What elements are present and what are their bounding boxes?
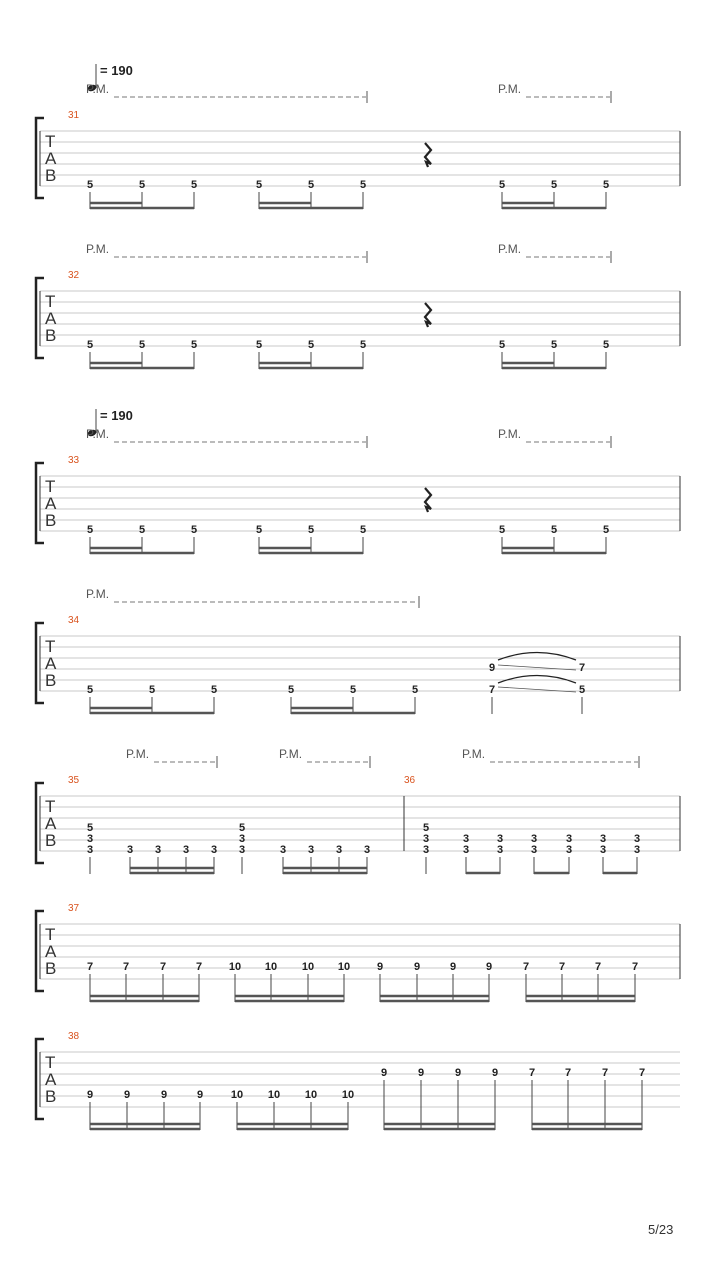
fret-number: 3 xyxy=(462,844,470,856)
palm-mute-label: P.M. xyxy=(498,427,522,441)
fret-number: 7 xyxy=(122,961,130,973)
tempo-value: = 190 xyxy=(100,63,133,78)
fret-number: 3 xyxy=(599,833,607,845)
fret-number: 3 xyxy=(633,833,641,845)
fret-number: 5 xyxy=(411,684,419,696)
measure-number: 32 xyxy=(68,270,80,281)
fret-number: 9 xyxy=(485,961,493,973)
staff-lines xyxy=(40,291,680,346)
notes xyxy=(87,339,609,351)
fret-number: 9 xyxy=(454,1067,462,1079)
fret-number: 5 xyxy=(307,179,315,191)
fret-number: 9 xyxy=(376,961,384,973)
system-34 xyxy=(36,587,680,714)
measure-number: 34 xyxy=(68,615,80,626)
measure-number: 31 xyxy=(68,110,80,121)
fret-number: 5 xyxy=(498,524,506,536)
fret-number: 5 xyxy=(255,524,263,536)
notes xyxy=(87,961,638,973)
fret-number: 5 xyxy=(359,524,367,536)
system-38 xyxy=(36,1031,680,1130)
fret-number: 7 xyxy=(86,961,94,973)
fret-number: 5 xyxy=(498,339,506,351)
fret-number: 3 xyxy=(422,844,430,856)
fret-number: 10 xyxy=(230,1089,244,1101)
score-text: B xyxy=(45,1087,57,1106)
fret-number: 3 xyxy=(530,833,538,845)
score-text: B xyxy=(45,959,57,978)
quarter-rest-icon xyxy=(425,488,431,512)
fret-number: 5 xyxy=(86,524,94,536)
staff-lines xyxy=(40,796,680,851)
fret-number: 3 xyxy=(307,844,315,856)
score-text: A xyxy=(45,814,57,833)
beams xyxy=(90,192,606,209)
system-37 xyxy=(36,903,680,1002)
palm-mute-label: P.M. xyxy=(86,242,110,256)
fret-number: 5 xyxy=(359,179,367,191)
fret-number: 3 xyxy=(496,833,504,845)
fret-number: 5 xyxy=(602,339,610,351)
measure-number: 36 xyxy=(404,775,416,786)
score-text: T xyxy=(45,925,56,944)
system-32 xyxy=(36,242,680,369)
fret-number: 5 xyxy=(255,339,263,351)
fret-number: 3 xyxy=(565,844,573,856)
score-text: B xyxy=(45,511,57,530)
beams xyxy=(90,352,606,369)
fret-number: 3 xyxy=(599,844,607,856)
score-text: A xyxy=(45,494,57,513)
fret-number: 7 xyxy=(578,662,586,674)
fret-number: 3 xyxy=(238,844,246,856)
fret-number: 9 xyxy=(417,1067,425,1079)
fret-number: 5 xyxy=(190,179,198,191)
fret-number: 3 xyxy=(565,833,573,845)
fret-number: 3 xyxy=(633,844,641,856)
fret-number: 3 xyxy=(530,844,538,856)
beams xyxy=(90,697,582,714)
tab-clef-a: A xyxy=(45,149,57,168)
fret-number: 5 xyxy=(238,822,246,834)
fret-number: 5 xyxy=(138,524,146,536)
fret-number: 5 xyxy=(307,524,315,536)
fret-number: 7 xyxy=(159,961,167,973)
fret-number: 7 xyxy=(594,961,602,973)
fret-number: 7 xyxy=(488,684,496,696)
fret-number: 3 xyxy=(422,833,430,845)
quarter-rest-icon xyxy=(425,303,431,327)
staff-lines xyxy=(40,924,680,979)
palm-mute-label: P.M. xyxy=(498,242,522,256)
fret-number: 10 xyxy=(228,961,242,973)
staff-lines xyxy=(40,1052,680,1107)
fret-number: 7 xyxy=(638,1067,646,1079)
fret-number: 10 xyxy=(337,961,351,973)
fret-number: 10 xyxy=(301,961,315,973)
quarter-rest-icon xyxy=(425,143,431,167)
fret-number: 7 xyxy=(601,1067,609,1079)
score-text: B xyxy=(45,671,57,690)
fret-number: 7 xyxy=(522,961,530,973)
system-33 xyxy=(36,408,680,554)
fret-number: 9 xyxy=(491,1067,499,1079)
fret-number: 5 xyxy=(349,684,357,696)
fret-number: 9 xyxy=(413,961,421,973)
fret-number: 9 xyxy=(123,1089,131,1101)
beams xyxy=(90,974,635,1002)
fret-number: 5 xyxy=(359,339,367,351)
staff-lines xyxy=(40,131,680,186)
fret-number: 9 xyxy=(380,1067,388,1079)
fret-number: 9 xyxy=(449,961,457,973)
staff-lines xyxy=(40,476,680,531)
fret-number: 5 xyxy=(498,179,506,191)
fret-number: 3 xyxy=(462,833,470,845)
fret-number: 5 xyxy=(86,684,94,696)
palm-mute-label: P.M. xyxy=(86,82,110,96)
fret-number: 7 xyxy=(558,961,566,973)
palm-mute-label: P.M. xyxy=(86,427,110,441)
fret-number: 3 xyxy=(363,844,371,856)
fret-number: 9 xyxy=(488,662,496,674)
fret-number: 5 xyxy=(190,524,198,536)
fret-number: 3 xyxy=(86,833,94,845)
fret-number: 5 xyxy=(422,822,430,834)
fret-number: 9 xyxy=(196,1089,204,1101)
fret-number: 3 xyxy=(154,844,162,856)
fret-number: 3 xyxy=(238,833,246,845)
fret-number: 5 xyxy=(602,524,610,536)
fret-number: 9 xyxy=(160,1089,168,1101)
palm-mute-label: P.M. xyxy=(86,587,110,601)
measure-number: 35 xyxy=(68,775,80,786)
fret-number: 5 xyxy=(86,822,94,834)
fret-number: 10 xyxy=(264,961,278,973)
fret-number: 3 xyxy=(335,844,343,856)
page-number: 5/23 xyxy=(648,1222,674,1237)
score-text: T xyxy=(45,637,56,656)
fret-number: 5 xyxy=(550,524,558,536)
fret-number: 9 xyxy=(86,1089,94,1101)
score-text: B xyxy=(45,831,57,850)
score-text: A xyxy=(45,1070,57,1089)
fret-number: 7 xyxy=(564,1067,572,1079)
measure-number: 37 xyxy=(68,903,80,914)
fret-number: 5 xyxy=(307,339,315,351)
tab-clef-b: B xyxy=(45,166,57,185)
measure-number: 38 xyxy=(68,1031,80,1042)
fret-number: 3 xyxy=(126,844,134,856)
fret-number: 5 xyxy=(550,339,558,351)
fret-number: 5 xyxy=(86,339,94,351)
fret-number: 3 xyxy=(182,844,190,856)
tab-clef-t: T xyxy=(45,132,56,151)
fret-number: 5 xyxy=(138,179,146,191)
fret-number: 5 xyxy=(602,179,610,191)
fret-number: 5 xyxy=(210,684,218,696)
palm-mute-label: P.M. xyxy=(462,747,486,761)
fret-number: 5 xyxy=(86,179,94,191)
fret-number: 7 xyxy=(528,1067,536,1079)
fret-number: 5 xyxy=(190,339,198,351)
beams xyxy=(90,537,606,554)
fret-number: 7 xyxy=(195,961,203,973)
fret-number: 5 xyxy=(287,684,295,696)
fret-number: 10 xyxy=(341,1089,355,1101)
fret-number: 7 xyxy=(631,961,639,973)
score-text: B xyxy=(45,326,57,345)
fret-number: 5 xyxy=(148,684,156,696)
notes xyxy=(87,179,609,191)
fret-number: 5 xyxy=(138,339,146,351)
notes xyxy=(87,524,609,536)
measure-number: 33 xyxy=(68,455,80,466)
score-text: T xyxy=(45,797,56,816)
fret-number: 10 xyxy=(267,1089,281,1101)
palm-mute-label: P.M. xyxy=(126,747,150,761)
fret-number: 5 xyxy=(578,684,586,696)
fret-number: 3 xyxy=(279,844,287,856)
score-text: A xyxy=(45,654,57,673)
score-text: T xyxy=(45,477,56,496)
fret-number: 5 xyxy=(255,179,263,191)
score-text: T xyxy=(45,1053,56,1072)
tempo-value: = 190 xyxy=(100,408,133,423)
fret-number: 5 xyxy=(550,179,558,191)
system-35-36 xyxy=(36,747,680,874)
system-31 xyxy=(36,63,680,209)
score-text: T xyxy=(45,292,56,311)
fret-number: 3 xyxy=(210,844,218,856)
score-text: A xyxy=(45,942,57,961)
beams xyxy=(90,857,637,874)
fret-number: 3 xyxy=(496,844,504,856)
beams xyxy=(90,1080,642,1130)
score-text: A xyxy=(45,309,57,328)
fret-number: 3 xyxy=(86,844,94,856)
fret-number: 10 xyxy=(304,1089,318,1101)
palm-mute-label: P.M. xyxy=(279,747,303,761)
palm-mute-label: P.M. xyxy=(498,82,522,96)
